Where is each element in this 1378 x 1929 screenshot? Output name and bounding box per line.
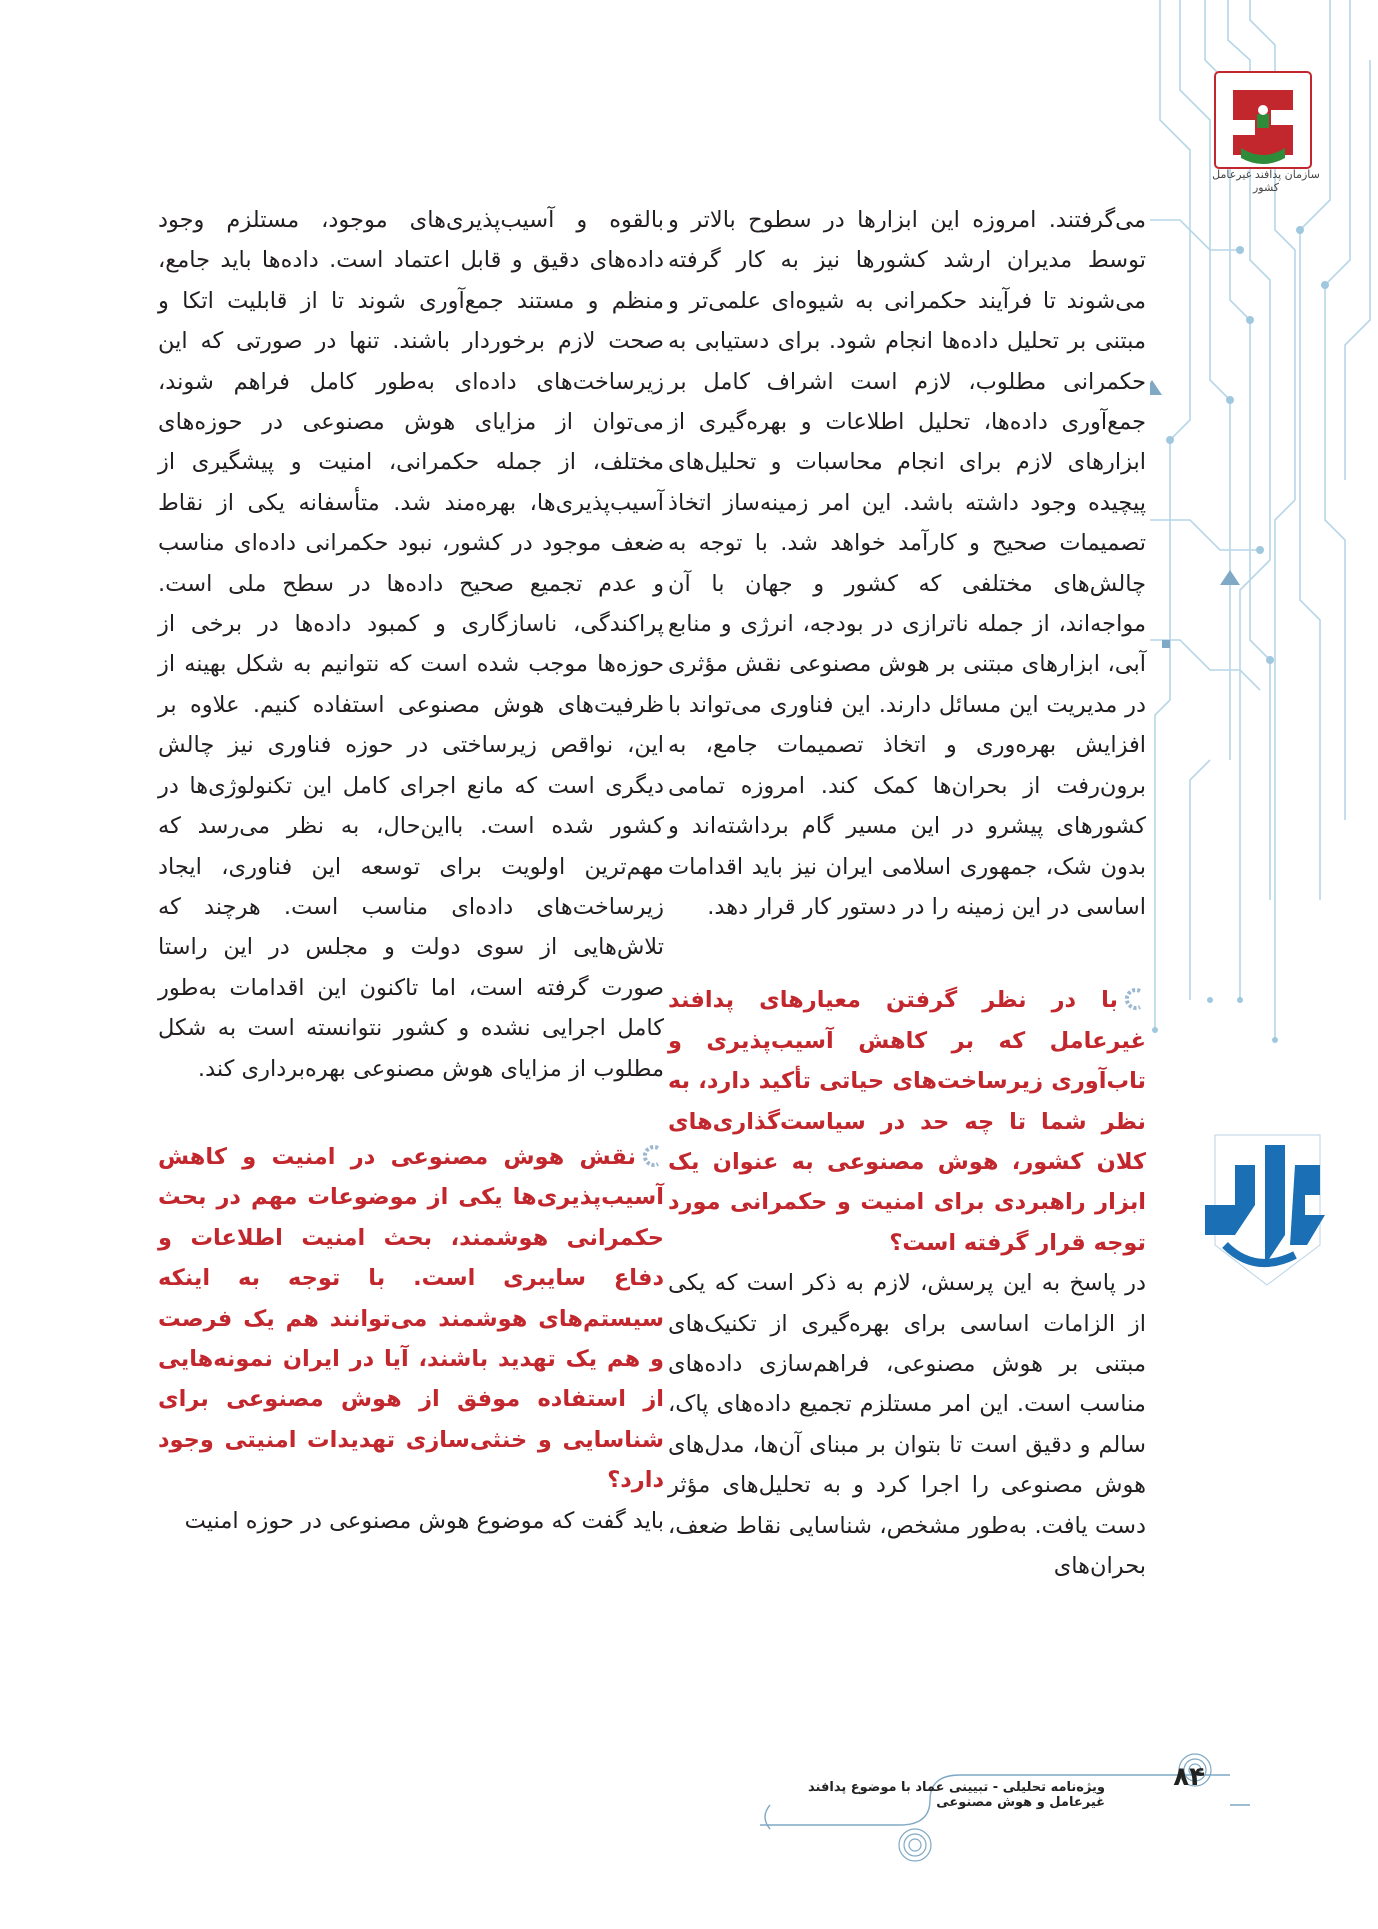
emad-logo: [1195, 1125, 1340, 1295]
left-question: [158, 1137, 664, 1501]
organization-caption: سازمان پدافند غیرعامل کشور: [1212, 168, 1320, 194]
article-right-column: [668, 200, 1146, 1586]
left-paragraph-1: بالقوه و آسیب‌پذیری‌های موجود، مستلزم وجود داده‌های دقیق و قابل اعتماد است. داده‌ها باید جامع، منظم و مستند جمع‌آوری شوند تا از قابلیت اتکا و صحت لازم برخوردار باشند. تنها در صورتی که این زیرساخت‌های داده‌ای به‌طور کامل فراهم شوند، می‌توان از مزایای هوش مصنوعی در حوزه‌های مختلف، از جمله حکمرانی، امنیت و پیشگیری از آسیب‌پذیری‌ها، بهره‌مند شد. متأسفانه یکی از نقاط ضعف موجود در کشور، نبود حکمرانی داده‌ای مناسب و عدم تجمیع صحیح داده‌ها در سطح ملی است. پراکندگی، ناسازگاری و کمبود داده‌ها در برخی از حوزه‌ها موجب شده است که نتوانیم به شکل بهینه از ظرفیت‌های هوش مصنوعی استفاده کنیم. علاوه بر این، نواقص زیرساختی در حوزه فناوری نیز چالش دیگری است که مانع اجرای کامل این تکنولوژی‌ها در کشور شده است. بااین‌حال، به نظر می‌رسد که مهم‌ترین اولویت برای توسعه این فناوری، ایجاد زیرساخت‌های داده‌ای مناسب است. هرچند که تلاش‌هایی از سوی دولت و مجلس در این راستا صورت گرفته است، اما تاکنون این اقدامات به‌طور کامل اجرایی نشده و کشور نتوانسته است به شکل مطلوب از مزایای هوش مصنوعی بهره‌برداری کند.: [158, 207, 664, 1082]
page-number: ۸۴: [1173, 1762, 1205, 1792]
footer-title: ویژه‌نامه تحلیلی - تبیینی عماد با موضوع پدافند غیرعامل و هوش مصنوعی: [808, 1780, 1105, 1810]
right-question-text: با در نظر گرفتن معیارهای پدافند غیرعامل که بر کاهش آسیب‌پذیری و تاب‌آوری زیرساخت‌های حیاتی تأکید دارد، به نظر شما تا چه حد در سیاست‌گذاری‌های کلان کشور، هوش مصنوعی به عنوان یک ابزار راهبردی برای امنیت و حکمرانی مورد توجه قرار گرفته است؟: [668, 987, 1146, 1256]
right-paragraph-2: در پاسخ به این پرسش، لازم به ذکر است که یکی از الزامات اساسی برای بهره‌گیری از تکنیک‌های مبتنی بر هوش مصنوعی، فراهم‌سازی داده‌های مناسب است. این امر مستلزم تجمیع داده‌های پاک، سالم و دقیق است تا بتوان بر مبنای آن‌ها، مدل‌های هوش مصنوعی را اجرا کرد و به تحلیل‌های مؤثر دست یافت. به‌طور مشخص، شناسایی نقاط ضعف، بحران‌های: [668, 1270, 1146, 1579]
question-marker-icon: [642, 1145, 664, 1167]
right-paragraph-1: می‌گرفتند. امروزه این ابزارها در سطوح بالاتر و توسط مدیران ارشد کشورها نیز به کار گرفته می‌شوند تا فرآیند حکمرانی به شیوه‌ای علمی‌تر و مبتنی بر تحلیل داده‌ها انجام شود. برای دستیابی به حکمرانی مطلوب، لازم است اشراف کامل بر جمع‌آوری داده‌ها، تحلیل اطلاعات و بهره‌گیری از ابزارهای لازم برای انجام محاسبات و تحلیل‌های پیچیده وجود داشته باشد. این امر زمینه‌ساز اتخاذ تصمیمات صحیح و کارآمد خواهد شد. با توجه به چالش‌های مختلفی که کشور و جهان با آن مواجه‌اند، از جمله ناترازی در بودجه، انرژی و منابع آبی، ابزارهای مبتنی بر هوش مصنوعی نقش مؤثری در مدیریت این مسائل دارند. این فناوری می‌تواند با افزایش بهره‌وری و اتخاذ تصمیمات جامع، به برون‌رفت از بحران‌ها کمک کند. امروزه تمامی کشورهای پیشرو در این مسیر گام برداشته‌اند و بدون شک، جمهوری اسلامی ایران نیز باید اقدامات اساسی در این زمینه را در دستور کار قرار دهد.: [668, 207, 1146, 920]
right-question: [668, 980, 1146, 1263]
article-left-column: [158, 200, 664, 1541]
question-marker-icon: [1124, 988, 1146, 1010]
left-question-text: نقش هوش مصنوعی در امنیت و کاهش آسیب‌پذیری‌ها یکی از موضوعات مهم در بحث حکمرانی هوشمند، بحث امنیت اطلاعات و دفاع سایبری است. با توجه به اینکه سیستم‌های هوشمند می‌توانند هم یک فرصت و هم یک تهدید باشند، آیا در ایران نمونه‌هایی از استفاده موفق از هوش مصنوعی برای شناسایی و خنثی‌سازی تهدیدات امنیتی وجود دارد؟: [158, 1143, 664, 1494]
left-paragraph-2: باید گفت که موضوع هوش مصنوعی در حوزه امنیت: [184, 1507, 664, 1534]
